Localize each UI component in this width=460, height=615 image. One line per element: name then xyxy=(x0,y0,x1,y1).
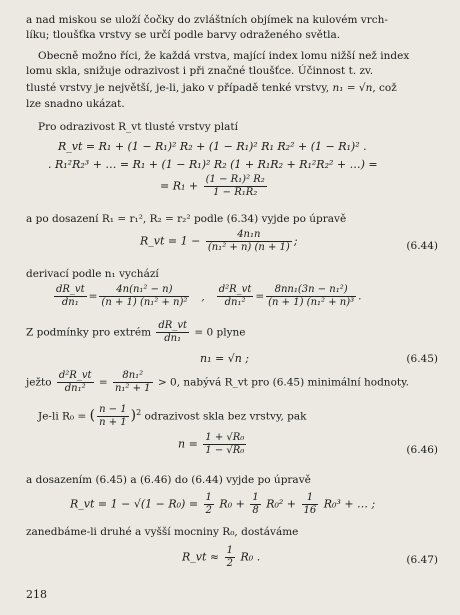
equation-647 xyxy=(182,545,260,570)
equation-series xyxy=(70,492,375,517)
fraction-numerator: d²R_vt xyxy=(218,284,252,295)
para7-line1 xyxy=(26,370,409,395)
para1-line1: a nad miskou se uloží čočky do zvláštních objímek na kulovém vrch- xyxy=(26,14,388,26)
fraction-numerator: dR_vt xyxy=(158,320,187,331)
fraction-denominator: n₁² + 1 xyxy=(114,383,151,394)
fraction xyxy=(250,492,260,517)
equation-lhs: R_vt = 1 − xyxy=(140,234,204,248)
para2-line3-text: tlusté vrstvy je největší, je-li, jako v případě tenké vrstvy, xyxy=(26,82,333,94)
fraction-denominator: 1 − √R₀ xyxy=(205,445,245,456)
para6-lead: Z podmínky pro extrém xyxy=(26,326,155,339)
equation-1a: R_vt = R₁ + (1 − R₁)² R₂ + (1 − R₁)² R₁ R₂² + (1 − R₁)² . xyxy=(58,140,367,153)
equation-label-646: (6.46) xyxy=(406,444,438,456)
separator: , xyxy=(201,290,205,303)
fraction xyxy=(57,370,94,395)
fraction-denominator: (n₁² + n) (n + 1) xyxy=(207,242,290,253)
fraction-denominator: 8 xyxy=(252,505,259,516)
para8-line1 xyxy=(38,404,307,429)
inline-formula: n₁ = √n xyxy=(332,82,373,94)
series-term: R₀³ + … ; xyxy=(320,497,376,511)
fraction xyxy=(204,492,214,517)
fraction xyxy=(302,492,319,517)
fraction-numerator: 4n(n₁² − n) xyxy=(99,284,189,297)
fraction-numerator: 1 xyxy=(205,492,212,503)
fraction-denominator: dn₁ xyxy=(164,333,182,344)
fraction-numerator: 1 xyxy=(226,545,234,556)
fraction-numerator: dR_vt xyxy=(56,284,85,295)
equation-tail: ; xyxy=(293,234,298,248)
equals-sign: = xyxy=(255,290,265,303)
equation-label-644: (6.44) xyxy=(406,240,438,252)
para4-line1: a po dosazení R₁ = r₁², R₂ = r₂² podle (6.34) vyjde po úpravě xyxy=(26,213,347,225)
equation-644 xyxy=(140,229,298,254)
equation-label-645: (6.45) xyxy=(406,353,438,365)
para6-line1 xyxy=(26,320,245,345)
fraction-numerator: (1 − R₁)² R₂ xyxy=(205,174,265,185)
equation-label-647: (6.47) xyxy=(406,554,438,566)
fraction-numerator: 8nn₁(3n − n₁²) xyxy=(266,284,356,297)
para1-line2: líku; tloušťka vrstvy se určí podle barvy odraženého světla. xyxy=(26,29,341,41)
series-term: R₀ + xyxy=(215,497,249,511)
fraction xyxy=(206,229,292,254)
fraction-denominator: dn₁² xyxy=(64,383,86,394)
para10-line1: zanedbáme-li druhé a vyšší mocniny R₀, dostáváme xyxy=(26,526,299,538)
fraction-numerator: 4n₁n xyxy=(206,229,292,242)
fraction-numerator: d²R_vt xyxy=(58,370,92,381)
fraction xyxy=(203,432,246,457)
para2-line3-end: , což xyxy=(372,82,397,94)
fraction xyxy=(113,370,153,395)
right-paren: ) xyxy=(130,407,137,424)
fraction-denominator: (n + 1) (n₁² + n)² xyxy=(101,297,188,308)
equation-lhs: R_vt = 1 − √(1 − R₀) = xyxy=(70,497,202,511)
fraction xyxy=(54,284,87,309)
page-number: 218 xyxy=(26,588,47,601)
equals-sign: = xyxy=(88,290,98,303)
exponent: 2 xyxy=(136,408,142,417)
para2-line3 xyxy=(26,82,397,95)
equation-1c-lead: = R₁ + xyxy=(160,179,202,193)
fraction xyxy=(156,320,189,345)
fraction xyxy=(97,404,129,429)
equation-lhs: n = xyxy=(178,437,202,451)
para7-tail: > 0, nabývá R_vt pro (6.45) minimální hodnoty. xyxy=(154,376,409,389)
fraction xyxy=(217,284,254,309)
fraction-denominator: dn₁² xyxy=(224,297,246,308)
equals-sign: = xyxy=(95,376,111,389)
para7-lead: ježto xyxy=(26,376,55,389)
fraction-denominator: dn₁ xyxy=(61,297,79,308)
equation-1b: . R₁²R₂³ + … = R₁ + (1 − R₁)² R₂ (1 + R₁R₂ + R₁²R₂² + …) = xyxy=(48,158,378,171)
fraction-denominator: 1 − R₁R₂ xyxy=(213,187,258,198)
para2-line4: lze snadno ukázat. xyxy=(26,98,125,110)
para8-tail: odrazivost skla bez vrstvy, pak xyxy=(141,410,307,423)
fraction-denominator: 16 xyxy=(303,505,317,516)
equation-derivatives xyxy=(52,284,361,309)
equation-1c xyxy=(160,174,269,199)
para2-line2: lomu skla, snižuje odrazivost i při značné tloušťce. Účinnost t. zv. xyxy=(26,65,374,77)
fraction-denominator: 2 xyxy=(226,558,234,569)
equation-lhs: R_vt ≈ xyxy=(182,550,223,564)
fraction xyxy=(204,174,267,199)
fraction-numerator: 1 xyxy=(302,492,319,505)
para3-line1: Pro odrazivost R_vt tlusté vrstvy platí xyxy=(38,121,238,133)
series-term: R₀² + xyxy=(262,497,300,511)
equation-tail: . xyxy=(358,290,362,303)
left-paren: ( xyxy=(89,407,96,424)
fraction-numerator: 1 + √R₀ xyxy=(205,432,245,443)
equation-tail: R₀ . xyxy=(237,550,261,564)
fraction xyxy=(225,545,235,570)
fraction xyxy=(99,284,189,309)
fraction-numerator: 8n₁² xyxy=(113,370,153,383)
equation-645: n₁ = √n ; xyxy=(200,352,250,365)
para8-lead: Je-li R₀ = xyxy=(38,410,90,423)
fraction-denominator: 2 xyxy=(205,505,212,516)
fraction-numerator: n − 1 xyxy=(99,404,127,415)
para5-line1: derivací podle n₁ vychází xyxy=(26,268,159,280)
fraction xyxy=(266,284,356,309)
fraction-denominator: n + 1 xyxy=(99,417,127,428)
fraction-denominator: (n + 1) (n₁² + n)³ xyxy=(268,297,355,308)
para6-tail: = 0 plyne xyxy=(191,326,246,339)
fraction-numerator: 1 xyxy=(252,492,259,503)
equation-646 xyxy=(178,432,248,457)
para9-line1: a dosazením (6.45) a (6.46) do (6.44) vyjde po úpravě xyxy=(26,474,311,486)
para2-line1: Obecně možno říci, že každá vrstva, mající index lomu nižší než index xyxy=(38,50,410,62)
